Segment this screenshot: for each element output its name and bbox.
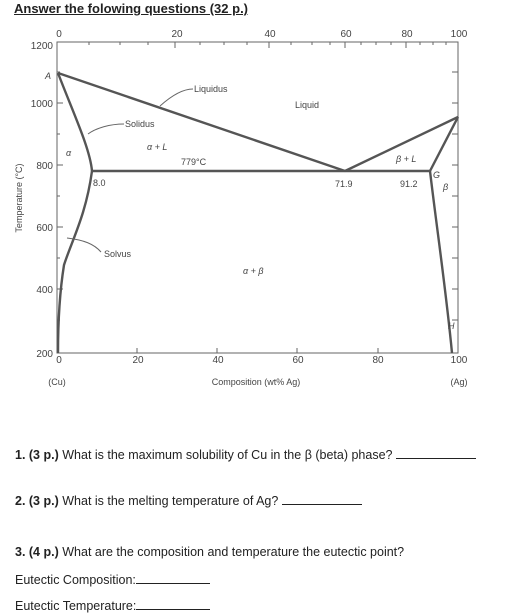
alpha-beta-label: α + β xyxy=(243,266,264,276)
g-label: G xyxy=(433,170,441,180)
y-tick-400: 400 xyxy=(36,285,53,296)
bottom-tick-100: 100 xyxy=(450,355,468,366)
question-1-text: What is the maximum solubility of Cu in the β (beta) phase? xyxy=(58,448,396,462)
question-1-answer-blank[interactable] xyxy=(396,447,476,459)
bottom-tick-40: 40 xyxy=(212,355,224,366)
cu-ag-phase-diagram xyxy=(0,22,520,397)
bottom-tick-0: 0 xyxy=(56,355,62,366)
top-tick-0: 0 xyxy=(56,29,62,40)
y-axis-label: Temperature (°C) xyxy=(14,163,24,233)
question-2-answer-blank[interactable] xyxy=(282,493,362,505)
question-3-text: What are the composition and temperature the eutectic point? xyxy=(58,545,405,559)
plot-frame xyxy=(57,42,458,353)
y-tick-1000: 1000 xyxy=(30,99,53,110)
top-tick-100: 100 xyxy=(450,29,468,40)
bottom-tick-80: 80 xyxy=(372,355,384,366)
question-1 xyxy=(15,447,476,462)
c-beta-e-label: 91.2 xyxy=(400,179,418,189)
eutectic-composition-blank[interactable] xyxy=(136,572,210,584)
bottom-tick-60: 60 xyxy=(292,355,304,366)
eutectic-temperature-blank[interactable] xyxy=(136,598,210,610)
bottom-tick-20: 20 xyxy=(132,355,144,366)
eutectic-temperature-line xyxy=(15,598,210,613)
question-3 xyxy=(15,545,404,559)
top-tick-20: 20 xyxy=(171,29,183,40)
top-tick-80: 80 xyxy=(401,29,413,40)
eutectic-temp-label: 779°C xyxy=(181,157,207,167)
question-1-points: 1. (3 p.) xyxy=(15,448,59,462)
beta-label: β xyxy=(443,182,449,192)
y-tick-600: 600 xyxy=(36,223,53,234)
c-alpha-e-label: 8.0 xyxy=(93,178,106,188)
liquid-label: Liquid xyxy=(295,100,320,110)
question-3-points: 3. (4 p.) xyxy=(15,545,59,559)
eutectic-temperature-label: Eutectic Temperature: xyxy=(15,599,137,613)
cu-end-label: (Cu) xyxy=(48,377,66,387)
y-tick-200: 200 xyxy=(36,349,53,360)
point-a-label: A xyxy=(45,71,52,81)
c-e-label: 71.9 xyxy=(335,179,353,189)
y-tick-1200: 1200 xyxy=(30,41,53,52)
y-tick-800: 800 xyxy=(36,161,53,172)
eutectic-composition-label: Eutectic Composition: xyxy=(15,573,136,587)
x-axis-label: Composition (wt% Ag) xyxy=(211,377,301,387)
top-tick-40: 40 xyxy=(264,29,276,40)
solvus-label: Solvus xyxy=(104,249,132,259)
beta-liquid-label: β + L xyxy=(396,154,417,164)
eutectic-composition-line xyxy=(15,572,210,587)
top-tick-60: 60 xyxy=(340,29,352,40)
ag-end-label: (Ag) xyxy=(450,377,468,387)
solidus-label: Solidus xyxy=(125,119,155,129)
alpha-liquid-label: α + L xyxy=(147,142,168,152)
question-2-text: What is the melting temperature of Ag? xyxy=(58,494,282,508)
h-label: H xyxy=(448,321,455,331)
alpha-label: α xyxy=(66,148,72,158)
liquidus-label: Liquidus xyxy=(194,84,228,94)
question-2-points: 2. (3 p.) xyxy=(15,494,59,508)
assignment-header: Answer the folowing questions (32 p.) xyxy=(14,1,249,16)
question-2 xyxy=(15,493,362,508)
